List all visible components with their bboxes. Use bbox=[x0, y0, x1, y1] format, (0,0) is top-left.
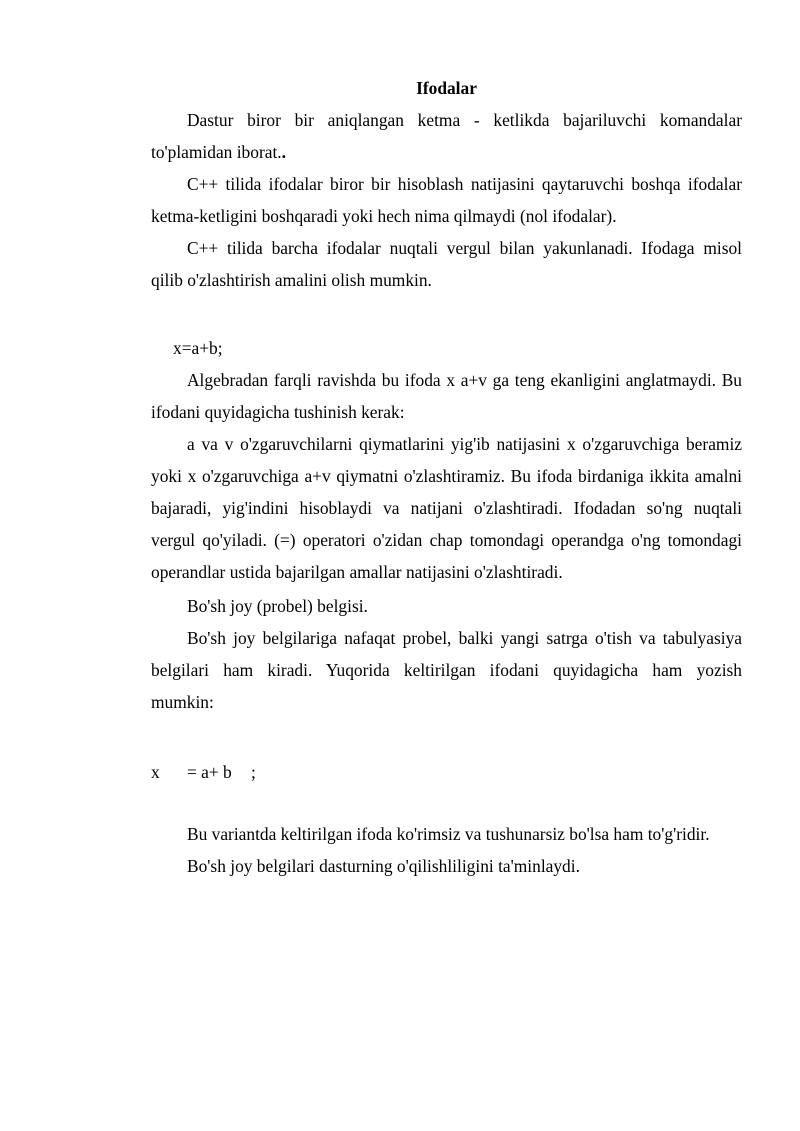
paragraph-5-line-1: a va v o'zgaruvchilarni qiymatlarini yig'ib natijasini x o'zgaruvchiga beramiz bbox=[187, 434, 742, 454]
code-example-2-variable: x bbox=[151, 762, 160, 782]
paragraph-1-bold-dot: . bbox=[281, 142, 286, 162]
paragraph-2-line-2: ketma-ketligini boshqaradi yoki hech nima qilmaydi (nol ifodalar). bbox=[151, 206, 617, 226]
paragraph-7-line-1: Bo'sh joy belgilariga nafaqat probel, balki yangi satrga o'tish va tabulyasiya bbox=[187, 628, 742, 648]
paragraph-5-line-5: operandlar ustida bajarilgan amallar natijasini o'zlashtiradi. bbox=[151, 562, 563, 582]
paragraph-8 bbox=[115, 818, 742, 850]
paragraph-6-line-1: Bo'sh joy (probel) belgisi. bbox=[187, 596, 368, 616]
paragraph-7 bbox=[115, 622, 742, 718]
paragraph-3-line-1: C++ tilida barcha ifodalar nuqtali vergul bilan yakunlanadi. Ifodaga misol bbox=[187, 238, 742, 258]
code-example-2-semicolon: ; bbox=[251, 762, 256, 782]
paragraph-4-line-1: Algebradan farqli ravishda bu ifoda x a+v ga teng ekanligini anglatmaydi. Bu bbox=[187, 370, 742, 390]
paragraph-9 bbox=[115, 850, 742, 882]
paragraph-4-line-2: ifodani quyidagicha tushinish kerak: bbox=[151, 402, 405, 422]
paragraph-1-line-2 bbox=[115, 136, 742, 168]
paragraph-3 bbox=[115, 232, 742, 296]
paragraph-5 bbox=[115, 428, 742, 588]
paragraph-5-line-2: yoki x o'zgaruvchiga a+v qiymatni o'zlashtiramiz. Bu ifoda birdaniga ikkita amalni bbox=[151, 466, 742, 486]
paragraph-5-line-4: vergul qo'yiladi. (=) operatori o'zidan chap tomondagi operandga o'ng tomondagi bbox=[151, 530, 742, 550]
paragraph-1 bbox=[115, 104, 742, 168]
paragraph-4 bbox=[115, 364, 742, 428]
paragraph-1-line-1: Dastur biror bir aniqlangan ketma - ketlikda bajariluvchi komandalar bbox=[187, 110, 742, 130]
paragraph-3-line-2: qilib o'zlashtirish amalini olish mumkin. bbox=[151, 270, 432, 290]
document-title: Ifodalar bbox=[416, 78, 477, 98]
paragraph-2-line-1: C++ tilida ifodalar biror bir hisoblash natijasini qaytaruvchi boshqa ifodalar bbox=[187, 174, 742, 194]
paragraph-1-line-2-text: to'plamidan iborat. bbox=[151, 142, 282, 162]
code-example-2-expression: = a+ b bbox=[187, 762, 232, 782]
paragraph-9-line-1: Bo'sh joy belgilari dasturning o'qilishliligini ta'minlaydi. bbox=[187, 856, 580, 876]
paragraph-7-line-2: belgilari ham kiradi. Yuqorida keltirilgan ifodani quyidagicha ham yozish bbox=[151, 660, 742, 680]
paragraph-5-line-3: bajaradi, yig'indini hisoblaydi va natijani o'zlashtiradi. Ifodadan so'ng nuqtali bbox=[151, 498, 742, 518]
paragraph-8-line-1: Bu variantda keltirilgan ifoda ko'rimsiz va tushunarsiz bo'lsa ham to'g'ridir. bbox=[187, 824, 710, 844]
code-example-1: x=a+b; bbox=[173, 338, 223, 358]
paragraph-6 bbox=[115, 590, 742, 622]
paragraph-2 bbox=[115, 168, 742, 232]
paragraph-7-line-3: mumkin: bbox=[151, 692, 214, 712]
